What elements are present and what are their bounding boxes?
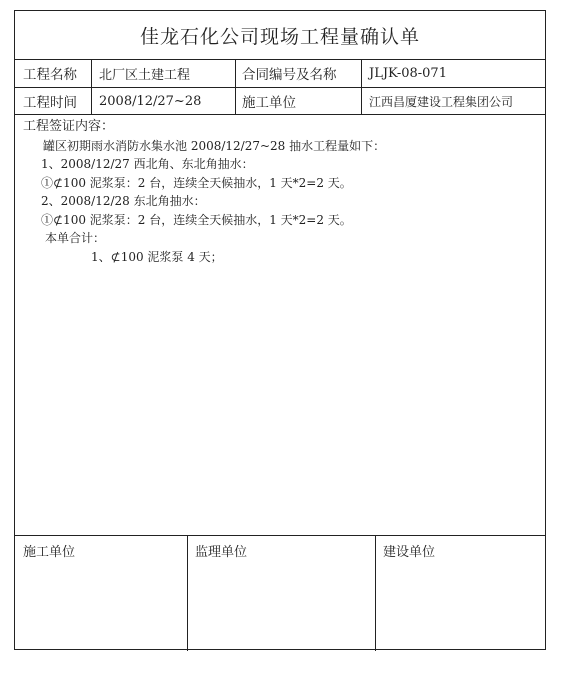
sign-divider-2	[375, 535, 376, 651]
content-heading: 工程签证内容：	[23, 119, 115, 134]
construction-unit-label: 施工单位	[23, 545, 76, 560]
contract-value: JLJK-08-071	[369, 65, 447, 81]
content-line: 1、2008/12/27 西北角、东北角抽水：	[41, 157, 254, 171]
owner-unit-label: 建设单位	[383, 545, 436, 560]
sign-divider-1	[187, 535, 188, 651]
project-time-label: 工程时间	[23, 95, 77, 111]
content-line: ①⊄100 泥浆泵：2 台，连续全天候抽水，1 天*2=2 天。	[41, 212, 352, 227]
content-line: 1、⊄100 泥浆泵 4 天；	[91, 249, 223, 264]
supervision-unit-label: 监理单位	[195, 545, 248, 560]
contractor-value: 江西昌厦建设工程集团公司	[369, 94, 514, 109]
visa-content	[23, 118, 538, 266]
content-line: 罐区初期雨水消防水集水池 2008/12/27~28 抽水工程量如下：	[43, 138, 386, 153]
content-line: 本单合计：	[45, 231, 106, 245]
project-name-value: 北厂区土建工程	[99, 67, 191, 83]
project-name-label: 工程名称	[23, 67, 77, 83]
project-time-value: 2008/12/27~28	[99, 93, 202, 109]
contract-label: 合同编号及名称	[242, 67, 337, 83]
content-line: ①⊄100 泥浆泵：2 台，连续全天候抽水，1 天*2=2 天。	[41, 175, 352, 190]
confirmation-form	[14, 10, 546, 650]
form-title: 佳龙石化公司现场工程量确认单	[15, 11, 545, 60]
col-divider-3	[361, 59, 362, 114]
row-divider-2	[15, 114, 545, 115]
signature-divider	[15, 535, 545, 536]
col-divider-1	[91, 59, 92, 114]
col-divider-2	[235, 59, 236, 114]
content-line: 2、2008/12/28 东北角抽水：	[41, 194, 206, 208]
contractor-label: 施工单位	[242, 95, 296, 111]
